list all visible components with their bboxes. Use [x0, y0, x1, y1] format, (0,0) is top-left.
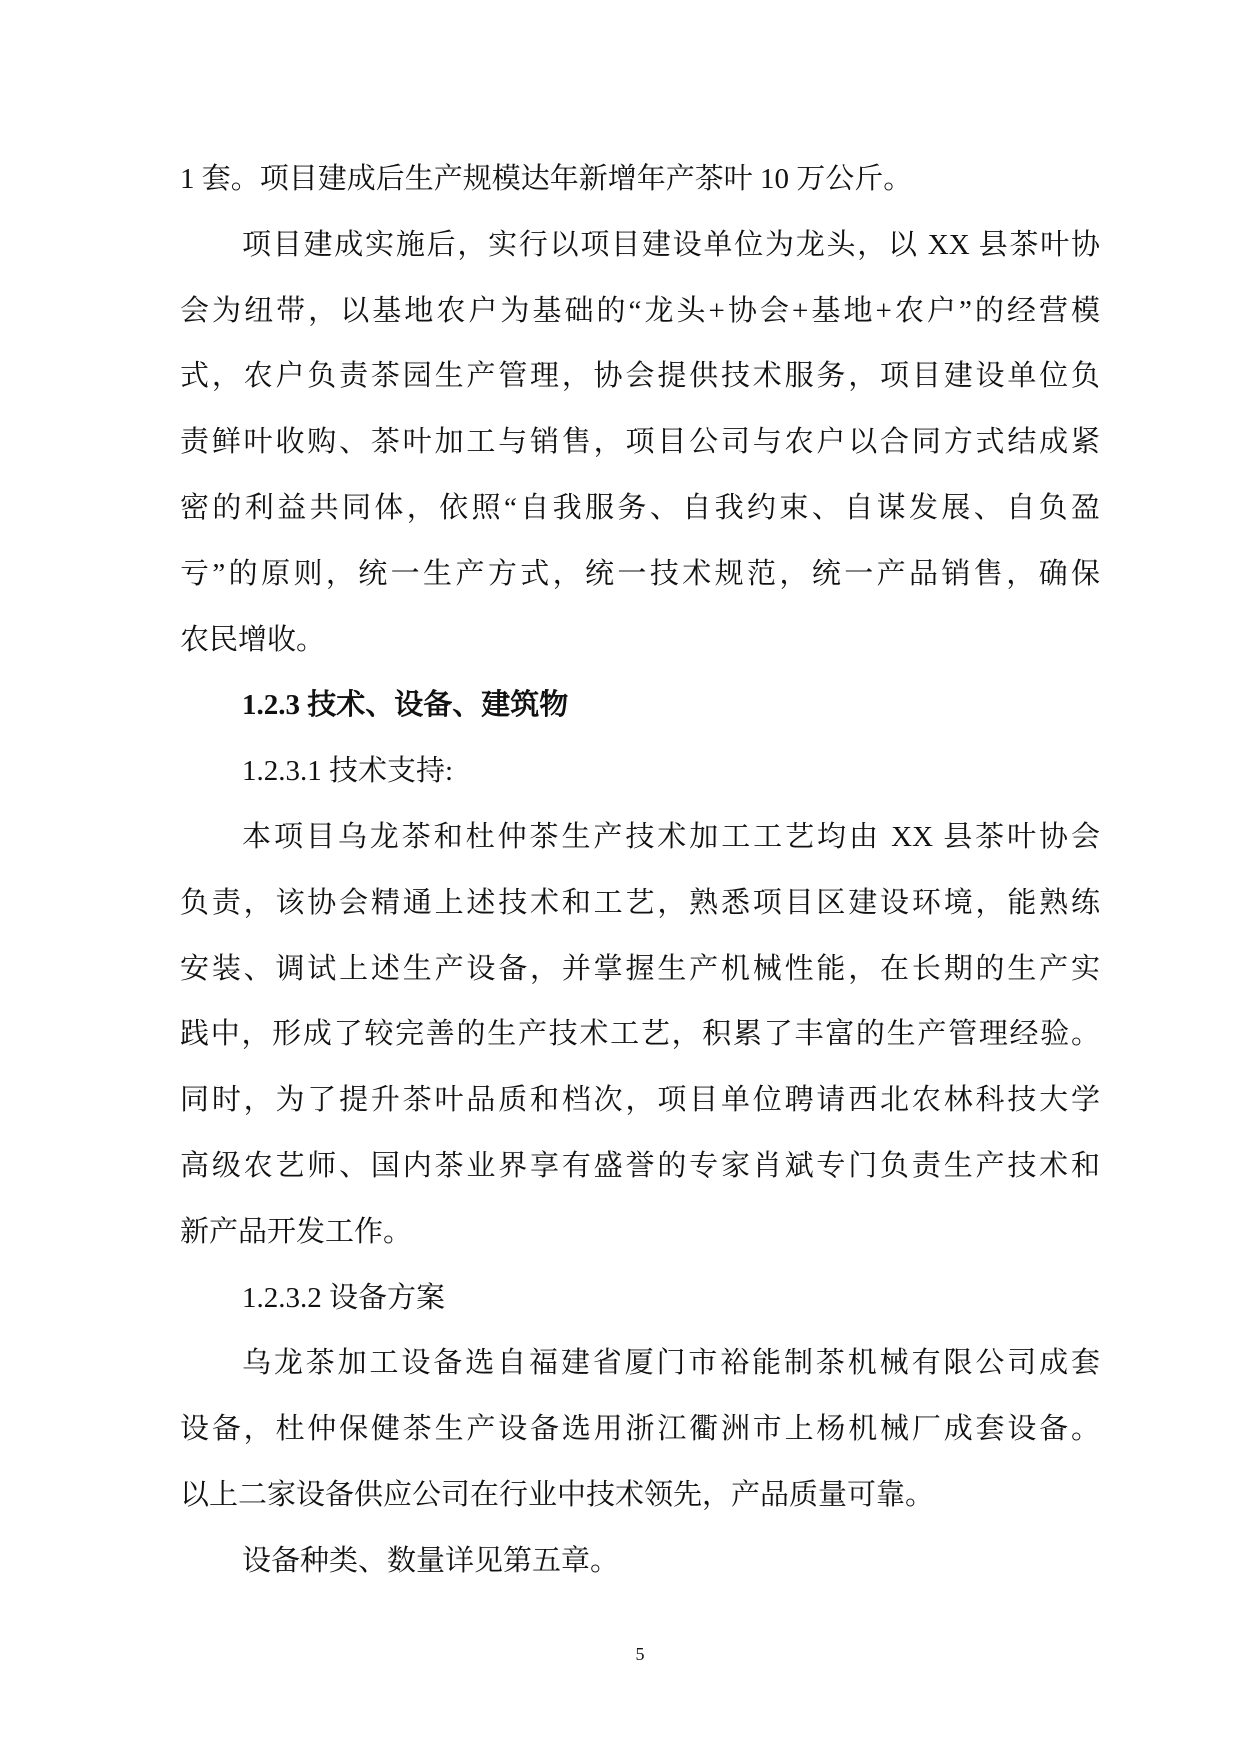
- page-body: [180, 147, 1100, 1595]
- paragraph-line: 本项目乌龙茶和杜仲茶生产技术加工工艺均由 XX 县茶叶协会: [242, 820, 1100, 853]
- paragraph-line: 乌龙茶加工设备选自福建省厦门市裕能制茶机械有限公司成套: [242, 1347, 1100, 1380]
- subsection-heading-equipment-plan: 1.2.3.2 设备方案: [242, 1281, 446, 1314]
- paragraph-line: 设备，杜仲保健茶生产设备选用浙江衢洲市上杨机械厂成套设备。: [180, 1413, 1100, 1446]
- equipment-plan-paragraph: [180, 1331, 1100, 1528]
- paragraph-line: 安装、调试上述生产设备，并掌握生产机械性能，在长期的生产实: [180, 952, 1100, 985]
- paragraph-line: 式，农户负责茶园生产管理，协会提供技术服务，项目建设单位负: [180, 360, 1100, 393]
- paragraph-line: 负责，该协会精通上述技术和工艺，熟悉项目区建设环境，能熟练: [180, 886, 1100, 919]
- paragraph-line: 高级农艺师、国内茶业界享有盛誉的专家肖斌专门负责生产技术和: [180, 1149, 1100, 1182]
- paragraph-line: 密的利益共同体，依照“自我服务、自我约束、自谋发展、自负盈: [180, 491, 1100, 524]
- paragraph-line: 同时，为了提升茶叶品质和档次，项目单位聘请西北农林科技大学: [180, 1084, 1100, 1117]
- paragraph-line: 1 套。项目建成后生产规模达年新增年产茶叶 10 万公斤。: [180, 163, 913, 195]
- paragraph-line: 践中，形成了较完善的生产技术工艺，积累了丰富的生产管理经验。: [180, 1018, 1100, 1051]
- paragraph-line: 亏”的原则，统一生产方式，统一技术规范，统一产品销售，确保: [180, 557, 1100, 590]
- paragraph-line: 以上二家设备供应公司在行业中技术领先，产品质量可靠。: [180, 1478, 935, 1511]
- paragraph-line: 项目建成实施后，实行以项目建设单位为龙头，以 XX 县茶叶协: [242, 228, 1100, 261]
- equipment-note: 设备种类、数量详见第五章。: [242, 1544, 620, 1577]
- page-number: 5: [635, 1644, 645, 1664]
- subsection-heading-technical-support: 1.2.3.1 技术支持:: [242, 755, 454, 788]
- technical-support-paragraph: [180, 805, 1100, 1266]
- paragraph-line: 责鲜叶收购、茶叶加工与销售，项目公司与农户以合同方式结成紧: [180, 426, 1100, 459]
- section-heading: 1.2.3 技术、设备、建筑物: [242, 689, 569, 722]
- paragraph-line: 农民增收。: [180, 623, 326, 656]
- operating-model-paragraph: [180, 213, 1100, 674]
- paragraph-line: 新产品开发工作。: [180, 1215, 413, 1248]
- paragraph-line: 会为纽带，以基地农户为基础的“龙头+协会+基地+农户”的经营模: [180, 294, 1100, 327]
